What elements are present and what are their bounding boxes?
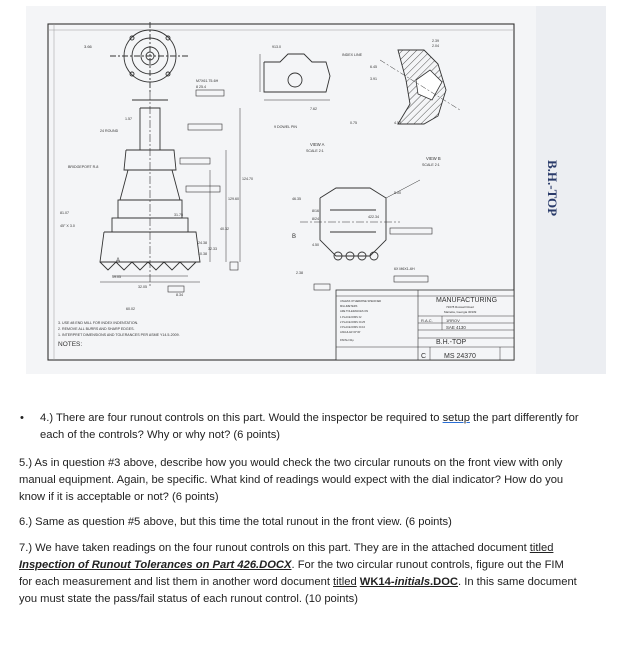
question-text: There are four runout controls on this part. Would the inspector be required to	[53, 412, 443, 424]
question-text: We have taken readings on the four runout controls on this part. They are in the attached document	[32, 542, 530, 554]
view-b-title: VIEW B	[426, 156, 441, 161]
dim-label: 3.66	[84, 44, 92, 49]
dim-label: 10.38	[198, 252, 207, 256]
question-number: 6.)	[19, 516, 33, 528]
dim-label: BRIDGEPORT R-8	[68, 165, 99, 169]
dim-label: 81.07	[60, 211, 69, 215]
dim-label: 0.75	[350, 121, 357, 125]
dim-label: 1.57	[125, 117, 132, 121]
dim-label: 6.45	[370, 65, 377, 69]
dim-label: 40.32	[220, 227, 229, 231]
document-name-link[interactable]	[360, 576, 458, 588]
note-line: 2. REMOVE ALL BURRS AND SHARP EDGES.	[58, 327, 135, 331]
tb-material: SAE 4130	[446, 325, 466, 330]
doc-name-part: WK14-	[359, 576, 395, 588]
dim-label: 124.70	[242, 177, 253, 181]
dim-label: 24 ROUND	[100, 129, 119, 133]
question-number: 5.)	[19, 457, 33, 469]
note-line: 1. INTERPRET DIMENSIONS AND TOLERANCES PER ASME Y14.5-2009.	[58, 333, 180, 337]
side-label: B.H.-TOP	[545, 160, 560, 217]
dim-label: 8.34	[176, 293, 183, 297]
dim-label: INDEX LINE	[342, 53, 362, 57]
note-line: 3. USE #8 END MILL FOR INDEX INDENTATION.	[58, 321, 139, 325]
tb-left-note: 1 PLACE DIMS ±2	[340, 316, 362, 319]
dim-label: 45° X 3.0	[60, 224, 75, 228]
dim-label: 913.0	[272, 45, 281, 49]
question-4	[20, 410, 580, 444]
question-number: 7.)	[19, 542, 33, 554]
titled-word: titled	[333, 576, 357, 588]
tb-company: MANUFACTURING	[436, 297, 498, 304]
document-name-link[interactable]: Inspection of Runout Tolerances on Part 426.DOCX	[19, 559, 292, 571]
dim-label: 2.38	[296, 271, 303, 275]
tb-left-note: MILLIMETERS	[340, 305, 358, 308]
tb-left-note: FINISH 32µ	[340, 339, 354, 342]
tb-drawn: R.A.C.	[421, 318, 433, 323]
tb-name: B.H.-TOP	[436, 339, 467, 346]
dim-label: 9 DOWEL PIN	[274, 125, 298, 129]
dim-label: 19.05	[112, 275, 121, 279]
dim-label: 6X M6X1-6H	[394, 267, 415, 271]
dim-label: 422.34	[368, 215, 379, 219]
dim-label: 7.62	[310, 107, 317, 111]
tb-left-note: ANGULAR ±0°30'	[340, 331, 361, 334]
question-text: the part differently for each of the controls? Why or why not? (6 points)	[40, 412, 579, 441]
question-7	[19, 540, 579, 608]
question-6	[19, 514, 579, 531]
question-text: . In this same document you must state the pass/fail status of each runout control. (10 points)	[19, 576, 577, 605]
spellcheck-word[interactable]: setup	[442, 412, 470, 424]
notes-title: NOTES:	[58, 341, 83, 348]
doc-name-part: initials	[394, 576, 431, 588]
tb-date: 1RROV	[446, 318, 460, 323]
tb-left-note: UNLESS OTHERWISE SPECIFIED	[340, 300, 382, 303]
dim-label: 32.33	[208, 247, 217, 251]
dim-label: 2.04	[432, 44, 439, 48]
dim-label: M7X61.75-6H	[196, 79, 219, 83]
dim-label: 4.50	[312, 243, 319, 247]
tb-drawing-no: MS 24370	[444, 353, 476, 360]
dim-label: 46.35	[292, 197, 301, 201]
dim-label: 32.05	[138, 285, 147, 289]
tb-address: 72078 Roswell Road	[446, 305, 474, 309]
dim-label: 24.38	[198, 241, 207, 245]
tb-left-note: 3 PLACE DIMS ±0.10	[340, 326, 366, 329]
bullet-icon: •	[20, 412, 24, 424]
dim-label: 2.39	[432, 39, 439, 43]
question-text: . For the two circular runout controls, figure out the FIM for each measurement and list them in another word document	[19, 559, 564, 588]
tb-size: C	[421, 353, 427, 360]
dim-label: 8/24	[312, 217, 319, 221]
titled-word: titled	[529, 542, 554, 554]
dim-label: 4.57	[394, 121, 401, 125]
question-text: Same as question #5 above, but this time the total runout in the front view. (6 points)	[32, 516, 452, 528]
doc-name-part: .DOC	[430, 576, 459, 588]
dim-label: 3.91	[370, 77, 377, 81]
dim-label: 31.75	[174, 213, 183, 217]
dim-label: 5.00	[394, 191, 401, 195]
dim-label: 60.02	[126, 307, 135, 311]
dim-label: 129.60	[228, 197, 239, 201]
dim-label: 8/16	[312, 209, 319, 213]
tb-address: Marietta, Georgia 30339	[444, 310, 477, 314]
datum-a-label: A	[116, 258, 121, 264]
view-b-scale: SCALE 2:1	[422, 163, 440, 167]
view-a-scale: SCALE 2:1	[306, 149, 324, 153]
view-a-title: VIEW A	[310, 142, 325, 147]
question-number: 4.)	[40, 412, 54, 424]
datum-b-label: B	[292, 234, 297, 240]
question-text: As in question #3 above, describe how you would check the two circular runouts on the front view with only manual equipment. Again, be specific. What kind of readings would expect with the dial indicator? How do you know if it is acceptable or not? (6 points)	[19, 457, 564, 503]
tb-left-note: ARE TOLERANCES ON	[340, 310, 369, 313]
dim-label: 8 25.4	[196, 85, 206, 89]
tb-left-note: 2 PLACE DIMS ±0.25	[340, 321, 366, 324]
question-5	[19, 455, 579, 506]
